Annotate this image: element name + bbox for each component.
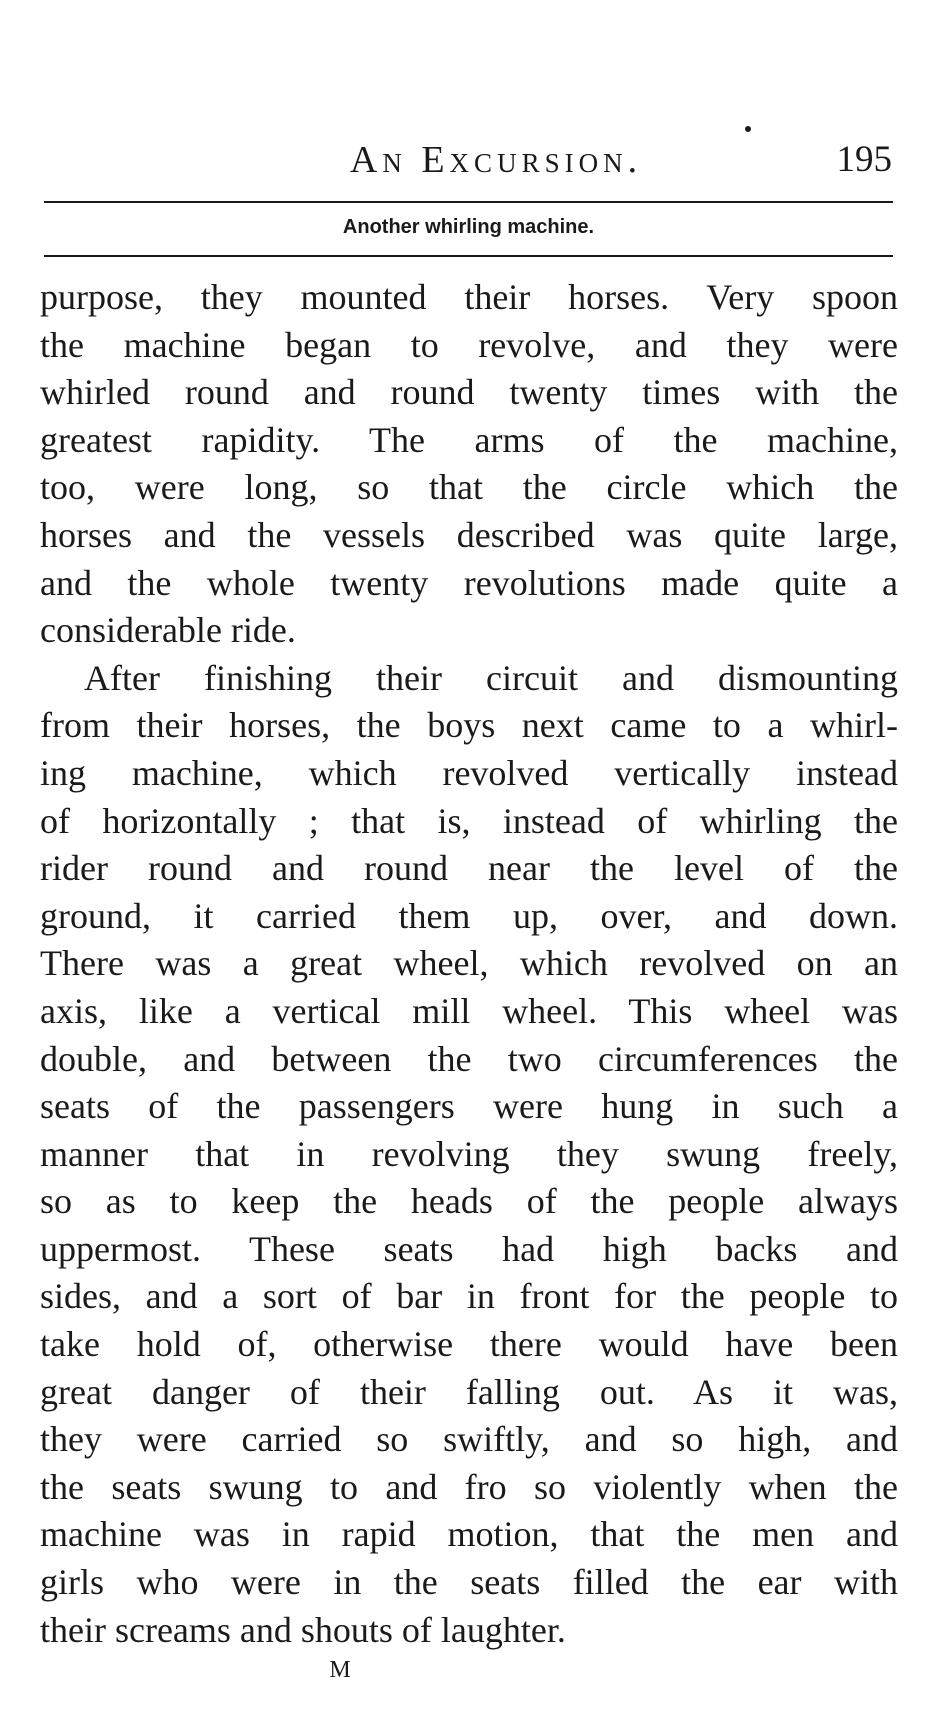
- text-line: so as to keep the heads of the people always: [40, 1181, 898, 1222]
- text-line: they were carried so swiftly, and so high, and: [40, 1419, 898, 1460]
- paragraph: [40, 274, 898, 655]
- text-line: girls who were in the seats filled the ear with: [40, 1562, 898, 1603]
- text-line: machine was in rapid motion, that the men and: [40, 1514, 898, 1555]
- paragraph: [40, 655, 898, 1654]
- text-line: and the whole twenty revolutions made quite a: [40, 562, 898, 603]
- text-line: from their horses, the boys next came to a whirl-: [40, 705, 898, 746]
- text-line: considerable ride.: [40, 610, 296, 651]
- text-line: seats of the passengers were hung in such a: [40, 1086, 898, 1127]
- text-line: take hold of, otherwise there would have been: [40, 1324, 898, 1365]
- text-line: ground, it carried them up, over, and down.: [40, 895, 898, 936]
- text-line: sides, and a sort of bar in front for the people to: [40, 1276, 898, 1317]
- text-line: the machine began to revolve, and they were: [40, 324, 898, 365]
- text-line: double, and between the two circumferences the: [40, 1038, 898, 1079]
- text-line: ing machine, which revolved vertically instead: [40, 752, 898, 793]
- text-line: After finishing their circuit and dismounting: [84, 657, 898, 698]
- running-head: [40, 135, 892, 185]
- text-line: the seats swung to and fro so violently when the: [40, 1466, 898, 1507]
- text-line: uppermost. These seats had high backs and: [40, 1228, 898, 1269]
- headnote: Another whirling machine.: [342, 216, 595, 238]
- text-line: rider round and round near the level of the: [40, 848, 898, 889]
- text-line: horses and the vessels described was quite large,: [40, 514, 898, 555]
- top-rule: [44, 201, 893, 203]
- text-line: greatest rapidity. The arms of the machine,: [40, 419, 898, 460]
- print-speck: [745, 126, 751, 132]
- text-line: axis, like a vertical mill wheel. This wheel was: [40, 990, 898, 1031]
- signature-mark: M: [329, 1657, 351, 1683]
- body-text: [40, 274, 898, 1654]
- text-line: There was a great wheel, which revolved on an: [40, 943, 898, 984]
- text-line: whirled round and round twenty times with the: [40, 372, 898, 413]
- text-line: great danger of their falling out. As it was,: [40, 1371, 898, 1412]
- text-line: purpose, they mounted their horses. Very spoon: [40, 277, 898, 317]
- text-line: too, were long, so that the circle which the: [40, 467, 898, 508]
- running-title: An Excursion.: [349, 139, 643, 181]
- text-line: of horizontally ; that is, instead of whirling the: [40, 800, 898, 841]
- text-line: their screams and shouts of laughter.: [40, 1609, 566, 1650]
- bottom-rule: [44, 255, 893, 257]
- text-line: manner that in revolving they swung freely,: [40, 1133, 898, 1174]
- page-number: 195: [836, 139, 892, 180]
